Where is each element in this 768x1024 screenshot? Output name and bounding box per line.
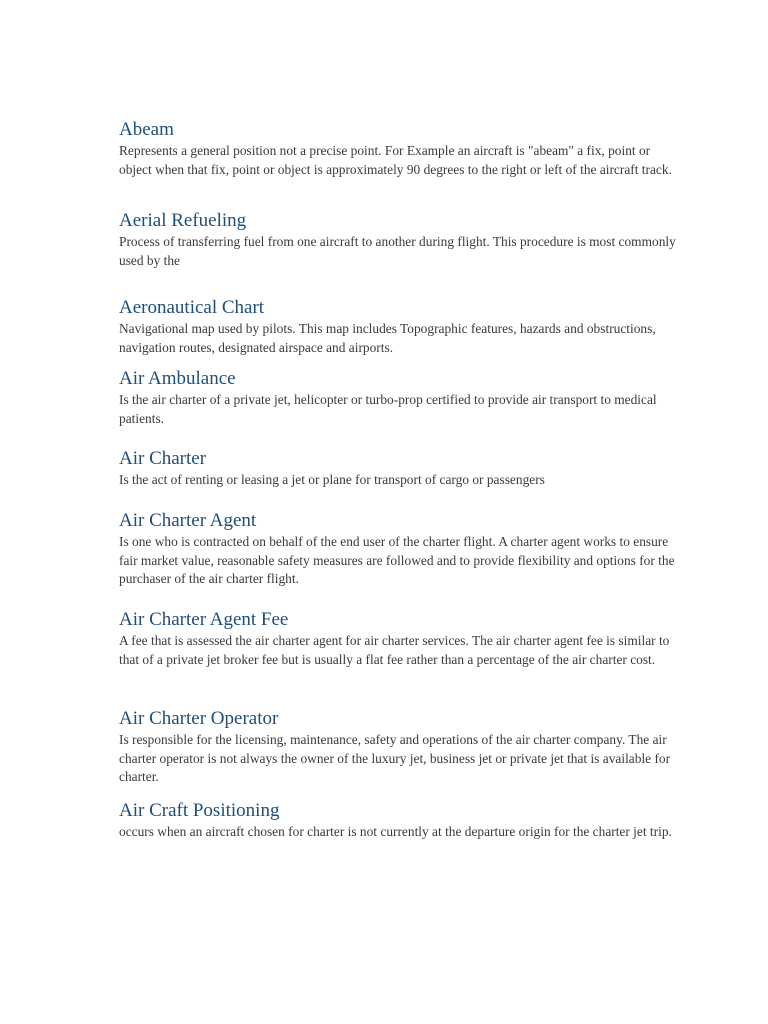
glossary-entry-air-charter-agent	[119, 509, 685, 589]
term-heading: Air Charter	[119, 448, 207, 469]
term-heading: Aeronautical Chart	[119, 297, 265, 318]
term-heading: Air Charter Operator	[119, 708, 279, 729]
glossary-entry-abeam	[119, 118, 685, 179]
term-heading: Air Craft Positioning	[119, 800, 280, 821]
glossary-entry-air-charter-operator	[119, 707, 685, 787]
term-definition: Is one who is contracted on behalf of the end user of the charter flight. A charter agent works to ensure fair market value, reasonable safety measures are followed and to provide flexibility and options for the purchaser of the air charter flight.	[119, 534, 675, 587]
term-definition: occurs when an aircraft chosen for charter is not currently at the departure origin for the charter jet trip.	[119, 824, 672, 839]
glossary-entry-aeronautical-chart	[119, 296, 685, 357]
term-definition: Is the air charter of a private jet, helicopter or turbo-prop certified to provide air transport to medical patients.	[119, 392, 657, 426]
term-heading: Air Ambulance	[119, 368, 236, 389]
glossary-entry-air-ambulance	[119, 367, 685, 428]
glossary-entry-aerial-refueling	[119, 209, 685, 270]
term-definition: Represents a general position not a precise point. For Example an aircraft is "abeam" a fix, point or object when that fix, point or object is approximately 90 degrees to the right or left of the aircraft track.	[119, 143, 672, 177]
term-definition: Is the act of renting or leasing a jet or plane for transport of cargo or passengers	[119, 472, 545, 487]
term-definition: A fee that is assessed the air charter agent for air charter services. The air charter agent fee is similar to that of a private jet broker fee but is usually a flat fee rather than a percentage of the air charter cost.	[119, 633, 670, 667]
term-heading: Aerial Refueling	[119, 210, 247, 231]
term-definition: Navigational map used by pilots. This map includes Topographic features, hazards and obstructions, navigation routes, designated airspace and airports.	[119, 321, 656, 355]
term-heading: Air Charter Agent Fee	[119, 609, 289, 630]
glossary-entry-air-craft-positioning	[119, 799, 685, 842]
term-heading: Air Charter Agent	[119, 510, 257, 531]
term-definition: Process of transferring fuel from one aircraft to another during flight. This procedure is most commonly used by the	[119, 234, 676, 268]
glossary-entry-air-charter-agent-fee	[119, 608, 685, 669]
term-heading: Abeam	[119, 119, 174, 140]
term-definition: Is responsible for the licensing, maintenance, safety and operations of the air charter company. The air charter operator is not always the owner of the luxury jet, business jet or private jet that is available for charter.	[119, 732, 671, 785]
glossary-entry-air-charter	[119, 447, 685, 490]
